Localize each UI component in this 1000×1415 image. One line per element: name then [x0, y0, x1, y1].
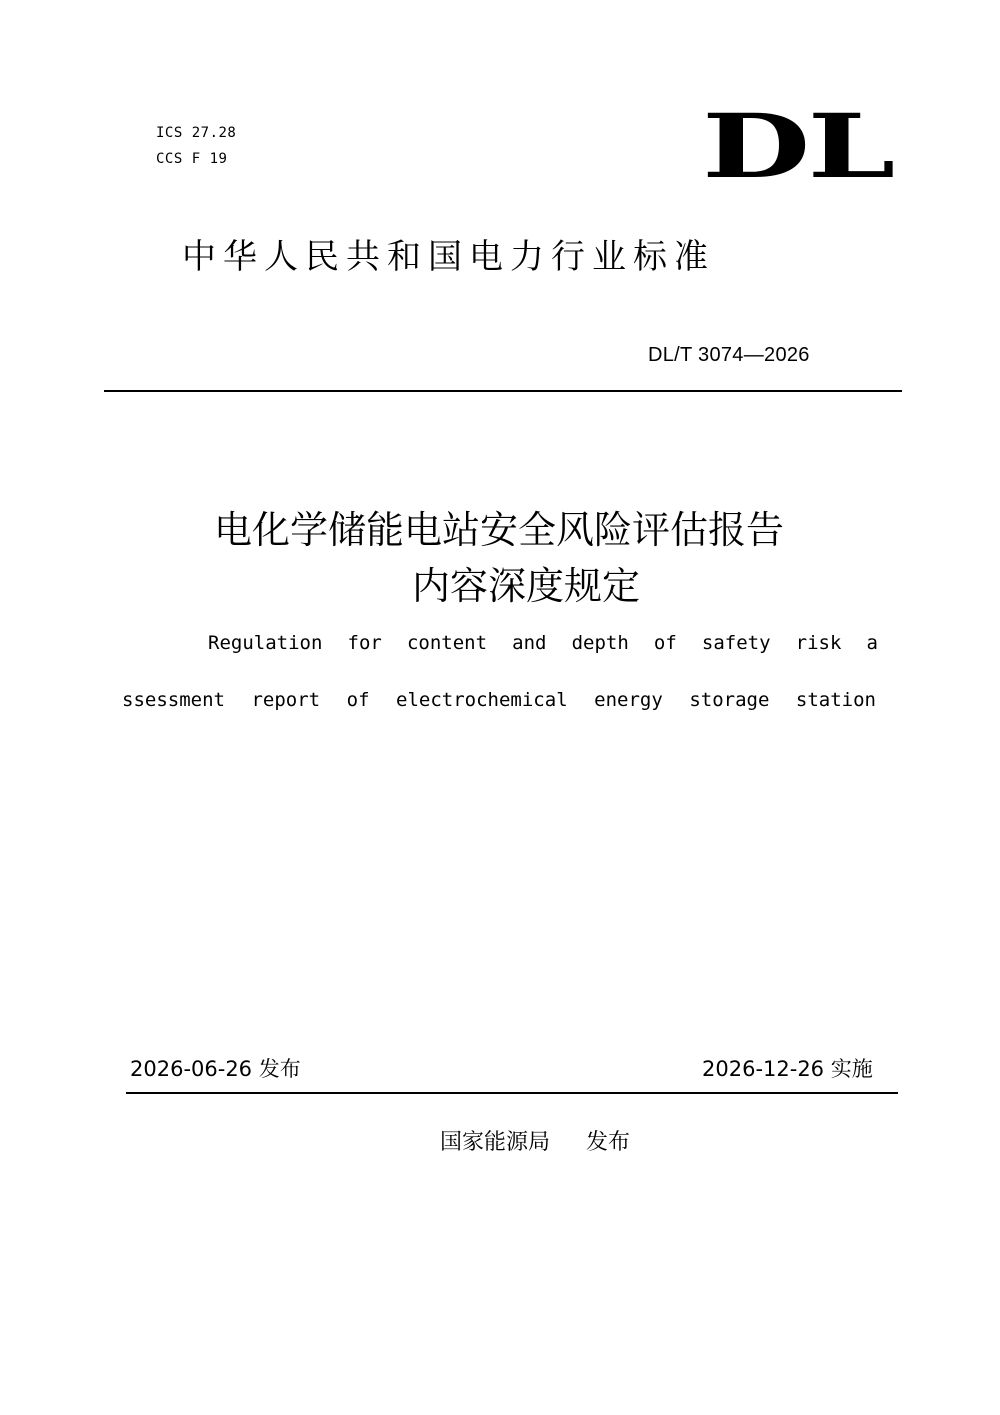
issue-date: 2026-06-26 发布: [130, 1057, 301, 1081]
dl-logo: DL: [702, 94, 893, 198]
title-en-line1: Regulation for content and depth of safety risk a: [208, 632, 878, 654]
publisher: [440, 1128, 630, 1158]
title-cn-line1: 电化学储能电站安全风险评估报告: [214, 508, 785, 552]
title-en-line2: ssessment report of electrochemical energy storage station: [122, 689, 876, 711]
effective-date: 2026-12-26 实施: [702, 1057, 873, 1081]
title-cn-line2: 内容深度规定: [412, 564, 641, 608]
top-divider: [104, 390, 902, 392]
ics-code: ICS 27.28: [156, 125, 237, 141]
standard-number: DL/T 3074—2026: [648, 344, 810, 366]
publisher-action: 发布: [586, 1130, 631, 1155]
ccs-code: CCS F 19: [156, 151, 228, 167]
org-title: 中华人民共和国电力行业标准: [182, 237, 715, 277]
publisher-name: 国家能源局: [440, 1130, 551, 1155]
bottom-divider: [126, 1092, 898, 1094]
